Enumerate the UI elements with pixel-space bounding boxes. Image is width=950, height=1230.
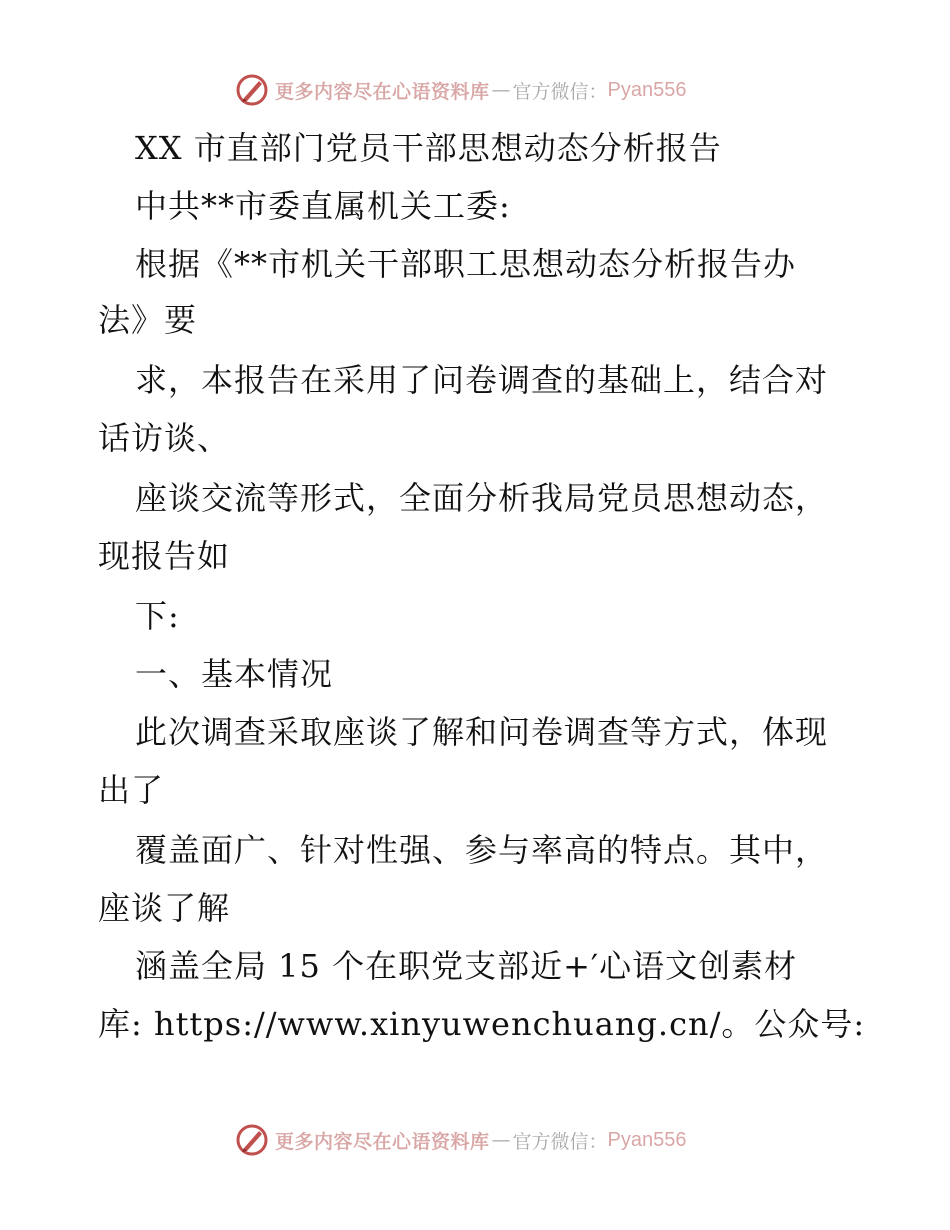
footer-watermark bbox=[235, 1122, 687, 1158]
body-line: 此次调查采取座谈了解和问卷调查等方式，体现 bbox=[135, 713, 829, 751]
watermark-separator: — bbox=[491, 79, 511, 101]
body-line: 覆盖面广、针对性强、参与率高的特点。其中， bbox=[135, 831, 829, 869]
watermark-site-text: 更多内容尽在心语资料库 bbox=[275, 1130, 490, 1153]
body-line: 座谈交流等形式，全面分析我局党员思想动态， bbox=[135, 479, 829, 517]
body-line: 下: bbox=[135, 597, 180, 635]
body-line: 法》要 bbox=[98, 301, 198, 339]
body-line: 求，本报告在采用了问卷调查的基础上，结合对 bbox=[135, 361, 829, 399]
watermark-site-text: 更多内容尽在心语资料库 bbox=[275, 80, 490, 103]
body-line: 现报告如 bbox=[98, 537, 231, 575]
body-line: 出了 bbox=[98, 771, 165, 809]
body-line-url: 库: https://www.xinyuwenchuang.cn/。公众号: bbox=[98, 1005, 866, 1043]
watermark-wechat-label: 官方微信： bbox=[512, 1130, 608, 1153]
document-addressee: 中共**市委直属机关工委: bbox=[135, 187, 511, 225]
document-title: XX 市直部门党员干部思想动态分析报告 bbox=[135, 129, 722, 167]
body-line: 涵盖全局 15 个在职党支部近+′心语文创素材 bbox=[135, 947, 798, 985]
body-line: 根据《**市机关干部职工思想动态分析报告办 bbox=[135, 245, 797, 283]
watermark-separator: — bbox=[491, 1129, 511, 1151]
pen-logo-icon bbox=[235, 73, 269, 107]
body-line: 座谈了解 bbox=[98, 889, 231, 927]
watermark-wechat-label: 官方微信： bbox=[512, 80, 608, 103]
body-line: 话访谈、 bbox=[98, 419, 231, 457]
section-heading: 一、基本情况 bbox=[135, 655, 334, 693]
pen-logo-icon bbox=[235, 1123, 269, 1157]
watermark-wechat-id: Pyan556 bbox=[607, 78, 687, 101]
header-watermark bbox=[235, 72, 687, 108]
watermark-wechat-id: Pyan556 bbox=[607, 1128, 687, 1151]
